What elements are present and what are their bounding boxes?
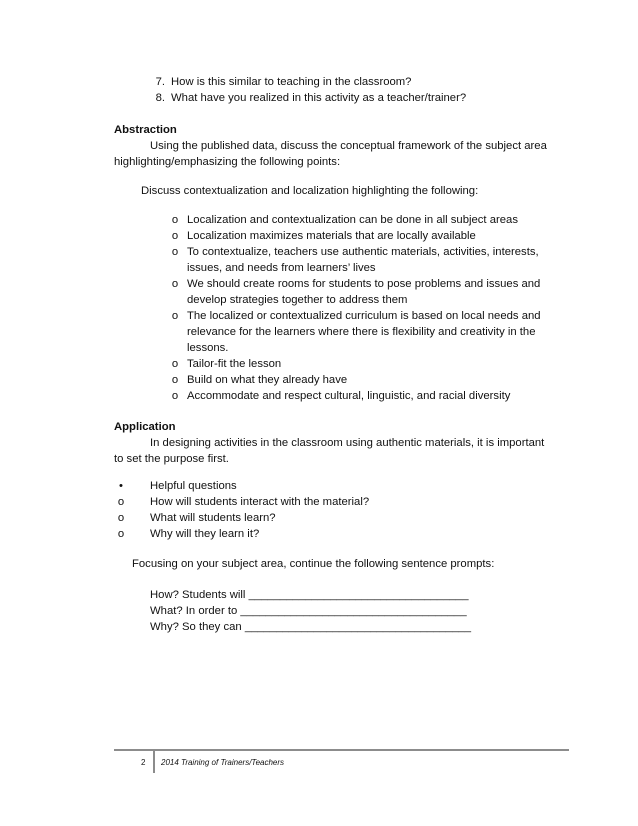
footer-divider: [153, 751, 155, 773]
abstraction-paragraph-line2: highlighting/emphasizing the following points:: [114, 156, 341, 168]
bullet-marker: o: [171, 390, 179, 402]
bullet-text: Accommodate and respect cultural, linguistic, and racial diversity: [187, 390, 511, 402]
question-text: How will students interact with the material?: [150, 496, 370, 508]
abstraction-heading: Abstraction: [114, 124, 177, 136]
application-heading: Application: [114, 421, 176, 433]
question-item-8: [147, 91, 466, 107]
bullet-marker: o: [171, 374, 179, 386]
bullet-text: lessons.: [187, 342, 229, 354]
bullet-marker: o: [117, 528, 125, 540]
bullet-text: The localized or contextualized curriculum is based on local needs and: [187, 310, 541, 322]
prompt-how: How? Students will ___________________________________: [150, 589, 469, 601]
bullet-marker: •: [119, 480, 123, 492]
prompt-why: Why? So they can ____________________________________: [150, 621, 471, 633]
bullet-marker: o: [117, 496, 125, 508]
bullet-marker: o: [171, 278, 179, 290]
bullet-marker: o: [171, 246, 179, 258]
bullet-text: We should create rooms for students to pose problems and issues and: [187, 278, 541, 290]
question-number: 7.: [155, 76, 165, 88]
bullet-text: relevance for the learners where there is flexibility and creativity in the: [187, 326, 536, 338]
page-number: 2: [141, 758, 146, 767]
question-text: What will students learn?: [150, 512, 276, 524]
bullet-marker: o: [171, 230, 179, 242]
bullet-text: Build on what they already have: [187, 374, 348, 386]
question-item-7: [147, 75, 411, 91]
bullet-text: Localization and contextualization can be done in all subject areas: [187, 214, 518, 226]
bullet-text: Tailor-fit the lesson: [187, 358, 282, 370]
bullet-marker: o: [171, 358, 179, 370]
prompt-what: What? In order to ____________________________________: [150, 605, 467, 617]
abstraction-discuss-line: Discuss contextualization and localization highlighting the following:: [141, 185, 479, 197]
bullet-text: develop strategies together to address them: [187, 294, 408, 306]
bullet-text: To contextualize, teachers use authentic materials, activities, interests,: [187, 246, 539, 258]
bullet-marker: o: [171, 310, 179, 322]
focus-instruction: Focusing on your subject area, continue the following sentence prompts:: [132, 558, 495, 570]
question-text: Why will they learn it?: [150, 528, 260, 540]
bullet-marker: o: [117, 512, 125, 524]
helpful-questions-heading: Helpful questions: [150, 480, 237, 492]
footer-title: 2014 Training of Trainers/Teachers: [161, 758, 285, 767]
abstraction-paragraph-line1: Using the published data, discuss the conceptual framework of the subject area: [150, 140, 547, 152]
question-number: 8.: [155, 92, 165, 104]
application-paragraph-line2: to set the purpose first.: [114, 453, 229, 465]
question-text: What have you realized in this activity as a teacher/trainer?: [171, 92, 467, 104]
bullet-text: issues, and needs from learners’ lives: [187, 262, 376, 274]
bullet-text: Localization maximizes materials that are locally available: [187, 230, 476, 242]
application-paragraph-line1: In designing activities in the classroom using authentic materials, it is important: [150, 437, 545, 449]
question-text: How is this similar to teaching in the classroom?: [171, 76, 412, 88]
footer-rule: [114, 749, 569, 751]
bullet-marker: o: [171, 214, 179, 226]
